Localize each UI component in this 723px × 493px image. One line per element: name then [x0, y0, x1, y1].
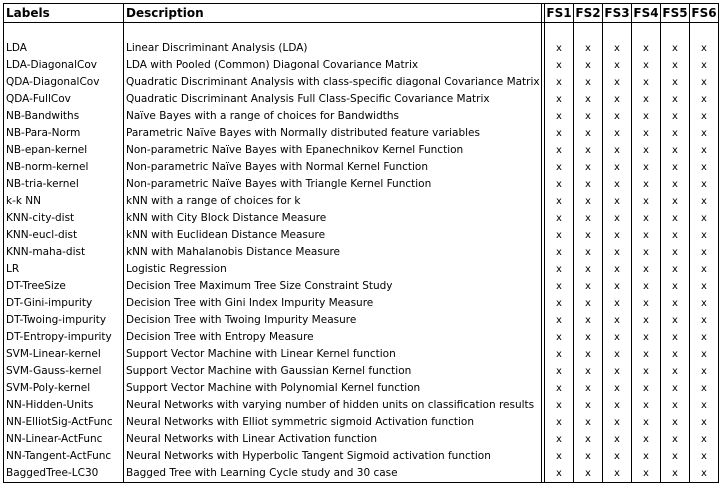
header-fs4: FS4 [632, 4, 661, 23]
row-label: KNN-eucl-dist [4, 227, 124, 244]
fs5-mark: x [661, 380, 690, 397]
fs3-mark: x [603, 329, 632, 346]
fs3-mark: x [603, 346, 632, 363]
header-row [4, 4, 719, 23]
fs2-mark: x [574, 346, 603, 363]
table-row [4, 159, 719, 176]
fs2-mark: x [574, 431, 603, 448]
fs2-mark: x [574, 278, 603, 295]
row-description: Non-parametric Naïve Bayes with Triangle Kernel Function [124, 176, 542, 193]
fs4-mark: x [632, 40, 661, 57]
fs1-mark: x [545, 448, 574, 465]
fs4-mark: x [632, 380, 661, 397]
fs1-mark: x [545, 295, 574, 312]
fs2-mark: x [574, 40, 603, 57]
fs1-mark: x [545, 397, 574, 414]
fs1-mark: x [545, 363, 574, 380]
fs4-mark: x [632, 74, 661, 91]
header-fs6: FS6 [690, 4, 719, 23]
table-row [4, 210, 719, 227]
header-fs1: FS1 [545, 4, 574, 23]
fs2-mark: x [574, 210, 603, 227]
row-description: Bagged Tree with Learning Cycle study and 30 case [124, 465, 542, 483]
header-labels: Labels [4, 4, 124, 23]
fs1-mark: x [545, 40, 574, 57]
fs2-mark: x [574, 414, 603, 431]
fs2-mark: x [574, 193, 603, 210]
row-label: NB-epan-kernel [4, 142, 124, 159]
table-row [4, 125, 719, 142]
row-description: LDA with Pooled (Common) Diagonal Covariance Matrix [124, 57, 542, 74]
fs3-mark: x [603, 278, 632, 295]
fs6-mark: x [690, 414, 719, 431]
fs5-mark: x [661, 142, 690, 159]
fs6-mark: x [690, 193, 719, 210]
classifier-table [3, 3, 719, 483]
fs1-mark: x [545, 261, 574, 278]
table-row [4, 380, 719, 397]
fs6-mark: x [690, 74, 719, 91]
row-label: NB-norm-kernel [4, 159, 124, 176]
row-label: SVM-Poly-kernel [4, 380, 124, 397]
fs3-mark: x [603, 431, 632, 448]
fs3-mark: x [603, 159, 632, 176]
row-label: DT-TreeSize [4, 278, 124, 295]
fs6-mark: x [690, 312, 719, 329]
fs5-mark: x [661, 448, 690, 465]
row-label: DT-Gini-impurity [4, 295, 124, 312]
fs4-mark: x [632, 278, 661, 295]
fs1-mark: x [545, 380, 574, 397]
fs2-mark: x [574, 159, 603, 176]
row-description: Non-parametric Naïve Bayes with Epanechnikov Kernel Function [124, 142, 542, 159]
fs3-mark: x [603, 380, 632, 397]
row-description: Quadratic Discriminant Analysis with class-specific diagonal Covariance Matrix [124, 74, 542, 91]
table-row [4, 142, 719, 159]
fs6-mark: x [690, 108, 719, 125]
fs3-mark: x [603, 363, 632, 380]
fs2-mark: x [574, 380, 603, 397]
fs3-mark: x [603, 210, 632, 227]
fs4-mark: x [632, 261, 661, 278]
fs4-mark: x [632, 414, 661, 431]
fs5-mark: x [661, 108, 690, 125]
fs2-mark: x [574, 91, 603, 108]
row-description: Neural Networks with Hyperbolic Tangent Sigmoid activation function [124, 448, 542, 465]
fs5-mark: x [661, 363, 690, 380]
fs6-mark: x [690, 57, 719, 74]
table-row [4, 465, 719, 483]
fs1-mark: x [545, 278, 574, 295]
table-row [4, 57, 719, 74]
row-description: kNN with Euclidean Distance Measure [124, 227, 542, 244]
fs1-mark: x [545, 346, 574, 363]
fs4-mark: x [632, 363, 661, 380]
row-description: Decision Tree with Gini Index Impurity Measure [124, 295, 542, 312]
row-label: QDA-FullCov [4, 91, 124, 108]
fs4-mark: x [632, 125, 661, 142]
fs4-mark: x [632, 91, 661, 108]
row-label: NN-Hidden-Units [4, 397, 124, 414]
row-label: LDA [4, 40, 124, 57]
fs3-mark: x [603, 227, 632, 244]
fs6-mark: x [690, 227, 719, 244]
fs2-mark: x [574, 57, 603, 74]
fs1-mark: x [545, 125, 574, 142]
table-row [4, 244, 719, 261]
fs2-mark: x [574, 363, 603, 380]
fs2-mark: x [574, 125, 603, 142]
fs1-mark: x [545, 329, 574, 346]
row-description: Decision Tree with Twoing Impurity Measure [124, 312, 542, 329]
table-row [4, 397, 719, 414]
fs4-mark: x [632, 108, 661, 125]
table-row [4, 74, 719, 91]
fs4-mark: x [632, 193, 661, 210]
table-row [4, 363, 719, 380]
row-label: NB-Bandwiths [4, 108, 124, 125]
table-row [4, 431, 719, 448]
fs6-mark: x [690, 295, 719, 312]
row-description: kNN with City Block Distance Measure [124, 210, 542, 227]
row-description: Support Vector Machine with Polynomial Kernel function [124, 380, 542, 397]
fs6-mark: x [690, 431, 719, 448]
row-label: KNN-city-dist [4, 210, 124, 227]
row-label: KNN-maha-dist [4, 244, 124, 261]
row-label: NN-ElliotSig-ActFunc [4, 414, 124, 431]
fs4-mark: x [632, 448, 661, 465]
fs1-mark: x [545, 159, 574, 176]
fs2-mark: x [574, 312, 603, 329]
fs4-mark: x [632, 329, 661, 346]
fs6-mark: x [690, 363, 719, 380]
row-label: k-k NN [4, 193, 124, 210]
row-label: DT-Entropy-impurity [4, 329, 124, 346]
fs4-mark: x [632, 159, 661, 176]
fs3-mark: x [603, 244, 632, 261]
table-row [4, 295, 719, 312]
row-description: kNN with a range of choices for k [124, 193, 542, 210]
header-fs5: FS5 [661, 4, 690, 23]
fs1-mark: x [545, 431, 574, 448]
row-label: SVM-Gauss-kernel [4, 363, 124, 380]
fs4-mark: x [632, 465, 661, 483]
row-label: BaggedTree-LC30 [4, 465, 124, 483]
fs3-mark: x [603, 40, 632, 57]
fs1-mark: x [545, 108, 574, 125]
row-description: Decision Tree with Entropy Measure [124, 329, 542, 346]
fs6-mark: x [690, 244, 719, 261]
fs1-mark: x [545, 57, 574, 74]
fs3-mark: x [603, 193, 632, 210]
fs3-mark: x [603, 57, 632, 74]
fs6-mark: x [690, 329, 719, 346]
row-label: NN-Tangent-ActFunc [4, 448, 124, 465]
row-description: Non-parametric Naïve Bayes with Normal Kernel Function [124, 159, 542, 176]
fs1-mark: x [545, 244, 574, 261]
fs1-mark: x [545, 91, 574, 108]
fs3-mark: x [603, 261, 632, 278]
fs5-mark: x [661, 414, 690, 431]
table-row [4, 414, 719, 431]
fs3-mark: x [603, 295, 632, 312]
fs2-mark: x [574, 244, 603, 261]
fs2-mark: x [574, 108, 603, 125]
fs5-mark: x [661, 176, 690, 193]
table-row [4, 346, 719, 363]
row-label: SVM-Linear-kernel [4, 346, 124, 363]
fs6-mark: x [690, 261, 719, 278]
fs6-mark: x [690, 176, 719, 193]
fs4-mark: x [632, 346, 661, 363]
table-row [4, 278, 719, 295]
row-description: Quadratic Discriminant Analysis Full Class-Specific Covariance Matrix [124, 91, 542, 108]
fs1-mark: x [545, 465, 574, 483]
fs2-mark: x [574, 142, 603, 159]
fs6-mark: x [690, 40, 719, 57]
table-row [4, 312, 719, 329]
fs3-mark: x [603, 74, 632, 91]
fs4-mark: x [632, 176, 661, 193]
fs5-mark: x [661, 210, 690, 227]
fs1-mark: x [545, 210, 574, 227]
fs4-mark: x [632, 295, 661, 312]
table-row [4, 227, 719, 244]
fs6-mark: x [690, 397, 719, 414]
fs4-mark: x [632, 312, 661, 329]
fs5-mark: x [661, 244, 690, 261]
table-row [4, 261, 719, 278]
row-description: Neural Networks with Linear Activation function [124, 431, 542, 448]
fs2-mark: x [574, 261, 603, 278]
fs5-mark: x [661, 346, 690, 363]
row-label: DT-Twoing-impurity [4, 312, 124, 329]
fs1-mark: x [545, 176, 574, 193]
fs4-mark: x [632, 142, 661, 159]
fs5-mark: x [661, 465, 690, 483]
fs3-mark: x [603, 108, 632, 125]
fs2-mark: x [574, 448, 603, 465]
fs3-mark: x [603, 397, 632, 414]
fs4-mark: x [632, 431, 661, 448]
fs2-mark: x [574, 227, 603, 244]
fs5-mark: x [661, 278, 690, 295]
fs5-mark: x [661, 193, 690, 210]
row-label: NB-tria-kernel [4, 176, 124, 193]
fs6-mark: x [690, 448, 719, 465]
fs5-mark: x [661, 329, 690, 346]
fs5-mark: x [661, 312, 690, 329]
row-label: NN-Linear-ActFunc [4, 431, 124, 448]
fs6-mark: x [690, 465, 719, 483]
header-fs3: FS3 [603, 4, 632, 23]
fs4-mark: x [632, 244, 661, 261]
row-label: LR [4, 261, 124, 278]
fs4-mark: x [632, 57, 661, 74]
fs5-mark: x [661, 57, 690, 74]
row-description: Neural Networks with varying number of hidden units on classification results [124, 397, 542, 414]
fs3-mark: x [603, 448, 632, 465]
row-description: Neural Networks with Elliot symmetric sigmoid Activation function [124, 414, 542, 431]
row-description: kNN with Mahalanobis Distance Measure [124, 244, 542, 261]
row-description: Support Vector Machine with Gaussian Kernel function [124, 363, 542, 380]
row-description: Naïve Bayes with a range of choices for Bandwidths [124, 108, 542, 125]
table-row [4, 176, 719, 193]
row-description: Parametric Naïve Bayes with Normally distributed feature variables [124, 125, 542, 142]
fs3-mark: x [603, 176, 632, 193]
row-description: Support Vector Machine with Linear Kernel function [124, 346, 542, 363]
row-label: QDA-DiagonalCov [4, 74, 124, 91]
fs5-mark: x [661, 227, 690, 244]
fs6-mark: x [690, 346, 719, 363]
fs2-mark: x [574, 465, 603, 483]
fs5-mark: x [661, 261, 690, 278]
fs2-mark: x [574, 74, 603, 91]
fs1-mark: x [545, 312, 574, 329]
fs3-mark: x [603, 91, 632, 108]
table-row [4, 193, 719, 210]
fs1-mark: x [545, 142, 574, 159]
fs6-mark: x [690, 142, 719, 159]
fs1-mark: x [545, 227, 574, 244]
fs3-mark: x [603, 142, 632, 159]
fs6-mark: x [690, 380, 719, 397]
table-row [4, 329, 719, 346]
row-label: LDA-DiagonalCov [4, 57, 124, 74]
fs2-mark: x [574, 397, 603, 414]
fs5-mark: x [661, 397, 690, 414]
fs1-mark: x [545, 193, 574, 210]
fs1-mark: x [545, 414, 574, 431]
row-description: Linear Discriminant Analysis (LDA) [124, 40, 542, 57]
fs6-mark: x [690, 125, 719, 142]
row-description: Logistic Regression [124, 261, 542, 278]
fs2-mark: x [574, 295, 603, 312]
header-fs2: FS2 [574, 4, 603, 23]
fs5-mark: x [661, 74, 690, 91]
spacer-row [4, 23, 719, 41]
table-row [4, 91, 719, 108]
fs5-mark: x [661, 159, 690, 176]
fs2-mark: x [574, 329, 603, 346]
fs4-mark: x [632, 210, 661, 227]
fs3-mark: x [603, 414, 632, 431]
fs6-mark: x [690, 278, 719, 295]
row-label: NB-Para-Norm [4, 125, 124, 142]
fs5-mark: x [661, 125, 690, 142]
fs6-mark: x [690, 210, 719, 227]
fs5-mark: x [661, 91, 690, 108]
table-row [4, 448, 719, 465]
fs6-mark: x [690, 159, 719, 176]
header-description: Description [124, 4, 542, 23]
fs5-mark: x [661, 295, 690, 312]
fs2-mark: x [574, 176, 603, 193]
fs6-mark: x [690, 91, 719, 108]
fs4-mark: x [632, 397, 661, 414]
fs3-mark: x [603, 125, 632, 142]
fs1-mark: x [545, 74, 574, 91]
table-row [4, 108, 719, 125]
table-row [4, 40, 719, 57]
fs5-mark: x [661, 431, 690, 448]
fs4-mark: x [632, 227, 661, 244]
fs3-mark: x [603, 312, 632, 329]
fs5-mark: x [661, 40, 690, 57]
fs3-mark: x [603, 465, 632, 483]
row-description: Decision Tree Maximum Tree Size Constraint Study [124, 278, 542, 295]
